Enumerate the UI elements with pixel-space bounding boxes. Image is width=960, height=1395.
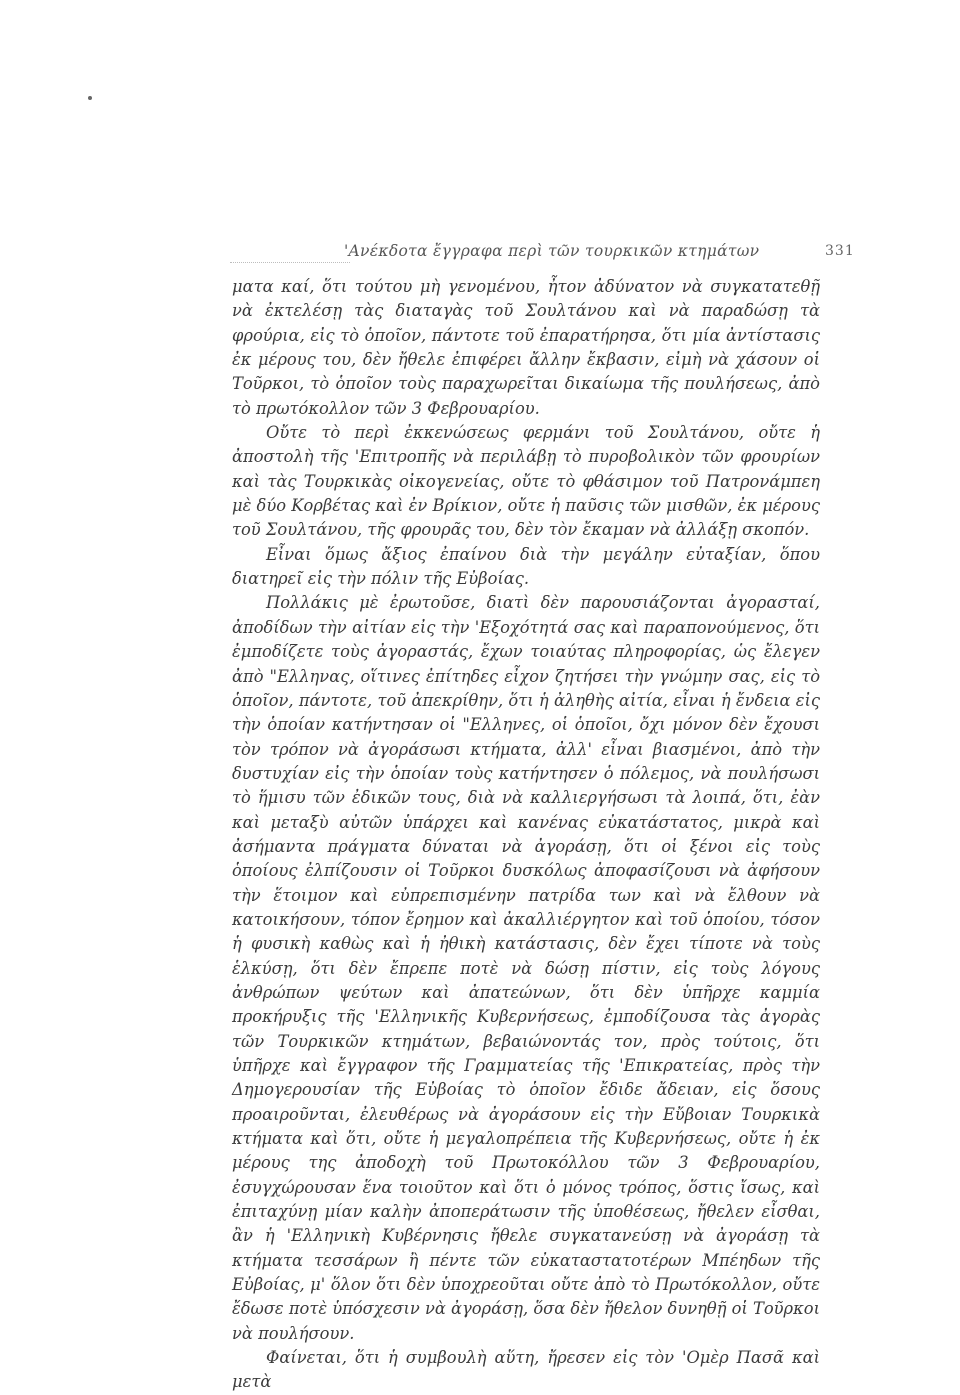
scan-speck <box>88 96 92 100</box>
paragraph: Πολλάκις μὲ ἐρωτοῦσε, διατὶ δὲν παρουσιάζονται ἀγορασταί, ἀποδίδων τὴν αἰτίαν εἰς τὴν 'Εξοχότητά σας καὶ παραπονούμενος, ὅτι ἐμποδίζετε τοὺς ἀγοραστάς, ἔχων τοιαύτας πληροφορίας, ὡς ἔλεγεν ἀπὸ "Ελληνας, οἵτινες ἐπίτηδες εἶχον ζητήσει τὴν γνώμην σας, εἰς τὸ ὁποῖον, πάντοτε, τοῦ ἀπεκρίθην, ὅτι ἡ ἀληθὴς αἰτία, εἶναι ἡ ἔνδεια εἰς τὴν ὁποίαν κατήντησαν οἱ "Ελληνες, οἱ ὁποῖοι, ὄχι μόνον δὲν ἔχουσι τὸν τρόπον νὰ ἀγοράσωσι κτήματα, ἀλλ' εἶναι βιασμένοι, ἀπὸ τὴν δυστυχίαν εἰς τὴν ὁποίαν τοὺς κατήντησεν ὁ πόλεμος, νὰ πουλήσωσι τὸ ἥμισυ τῶν ἐδικῶν τους, διὰ νὰ καλλιεργήσωσι τὰ λοιπά, ὅτι, ἐὰν καὶ μεταξὺ αὐτῶν ὑπάρχει καὶ κανένας εὐκατάστατος, μικρὰ καὶ ἀσήμαντα πράγματα δύναται νὰ ἀγοράσῃ, ὅτι οἱ ξένοι εἰς τοὺς ὁποίους ἐλπίζουσιν οἱ Τοῦρκοι δυσκόλως ἀποφασίζουσι νὰ ἀφήσουν τὴν ἕτοιμον καὶ εὐπρεπισμένην πατρίδα των καὶ νὰ ἔλθουν νὰ κατοικήσουν, τόπον ἔρημον καὶ ἀκαλλιέργητον καὶ τοῦ ὁποίου, τόσον ἡ φυσικὴ καθὼς καὶ ἡ ἠθικὴ κατάστασις, δὲν ἔχει τίποτε νὰ τοὺς ἑλκύσῃ, ὅτι δὲν ἔπρεπε ποτὲ νὰ δώσῃ πίστιν, εἰς τοὺς λόγους ἀνθρώπων ψεύτων καὶ ἀπατεώνων, ὅτι δὲν ὑπῆρχε καμμία προκήρυξις τῆς 'Ελληνικῆς Κυβερνήσεως, ἐμποδίζουσα τὰς ἀγορὰς τῶν Τουρκικῶν κτημάτων, βεβαιώνοντάς τον, πρὸς τούτοις, ὅτι ὑπῆρχε καὶ ἔγγραφον τῆς Γραμματείας τῆς 'Επικρατείας, πρὸς τὴν Δημογερουσίαν τῆς Εὐβοίας τὸ ὁποῖον ἔδιδε ἄδειαν, εἰς ὅσους προαιροῦνται, ἐλευθέρως νὰ ἀγοράσουν εἰς τὴν Εὔβοιαν Τουρκικὰ κτήματα καὶ ὅτι, οὔτε ἡ μεγαλοπρέπεια τῆς Κυβερνήσεως, οὔτε ἡ ἐκ μέρους της ἀποδοχὴ τοῦ Πρωτοκόλλου τῶν 3 Φεβρουαρίου, ἐσυγχώρουσαν ἕνα τοιοῦτον καὶ ὅτι ὁ μόνος τρόπος, ὅστις ἴσως, καὶ ἐπιταχύνῃ μίαν καλὴν ἀποπεράτωσιν τῆς ὑποθέσεως, ἤθελεν εἶσθαι, ἂν ἡ 'Ελληνικὴ Κυβέρνησις ἤθελε συγκατανεύσῃ νὰ ἀγοράσῃ τὰ κτήματα τεσσάρων ἢ πέντε τῶν εὐκαταστατοτέρων Μπέηδων τῆς Εὐβοίας, μ' ὅλον ὅτι δὲν ὑποχρεοῦται οὔτε ἀπὸ τὸ Πρωτόκολλον, οὔτε ἔδωσε ποτὲ ὑπόσχεσιν νὰ ἀγοράσῃ, ὅσα δὲν ἤθελον δυνηθῇ οἱ Τοῦρκοι νὰ πουλήσουν. <box>232 593 820 1343</box>
body-text <box>232 275 820 1395</box>
header-dotted-rule <box>230 262 350 263</box>
page-number: 331 <box>825 243 855 259</box>
paragraph: Οὔτε τὸ περὶ ἐκκενώσεως φερμάνι τοῦ Σουλτάνου, οὔτε ἡ ἀποστολὴ τῆς 'Επιτροπῆς νὰ περιλάβῃ τὸ πυροβολικὸν τῶν φρουρίων καὶ τὰς Τουρκικὰς οἰκογενείας, οὔτε τὸ φθάσιμον τοῦ Πατρονάμπεη μὲ δύο Κορβέτας καὶ ἐν Βρίκιον, οὔτε ἡ παῦσις τῶν μισθῶν, ἐκ μέρους τοῦ Σουλτάνου, τῆς φρουρᾶς του, δὲν τὸν ἔκαμαν νὰ ἀλλάξῃ σκοπόν. <box>232 423 820 540</box>
running-title: 'Ανέκδοτα ἔγγραφα περὶ τῶν τουρκικῶν κτημάτων <box>344 242 760 260</box>
paragraph: Εἶναι ὅμως ἄξιος ἐπαίνου διὰ τὴν μεγάλην εὐταξίαν, ὅπου διατηρεῖ εἰς τὴν πόλιν τῆς Εὐβοίας. <box>232 544 820 589</box>
paragraph-continuation: ματα καί, ὅτι τούτου μὴ γενομένου, ἦτον ἀδύνατον νὰ συγκατατεθῇ νὰ ἐκτελέσῃ τὰς διαταγὰς τοῦ Σουλτάνου καὶ νὰ παραδώσῃ τὰ φρούρια, εἰς τὸ ὁποῖον, πάντοτε τοῦ ἐπαρατήρησα, ὅτι μία ἀντίστασις ἐκ μέρους του, δὲν ἤθελε ἐπιφέρει ἄλλην ἔκβασιν, εἰμὴ νὰ χάσουν οἱ Τοῦρκοι, τὸ ὁποῖον τοὺς παραχωρεῖται δικαίωμα τῆς πουλήσεως, ἀπὸ τὸ πρωτόκολλον τῶν 3 Φεβρουαρίου. <box>232 277 820 418</box>
paragraph: Φαίνεται, ὅτι ἡ συμβουλὴ αὕτη, ἤρεσεν εἰς τὸν 'Ομὲρ Πασᾶ καὶ μετὰ <box>232 1348 820 1392</box>
running-header <box>0 242 960 268</box>
